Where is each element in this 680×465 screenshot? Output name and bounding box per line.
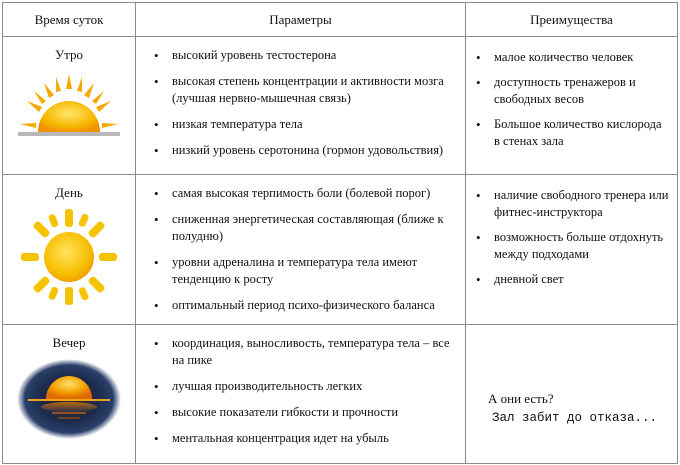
header-time: Время суток (3, 3, 136, 37)
advantages-cell-day (466, 175, 678, 325)
list-item: • самая высокая терпимость боли (болевой порог) (158, 185, 457, 202)
list-item: • малое количество человек (480, 49, 669, 66)
header-advantages: Преимущества (466, 3, 678, 37)
list-item: • дневной свет (480, 271, 669, 288)
evening-answer: Зал забит до отказа... (492, 411, 658, 425)
time-cell-evening (3, 325, 136, 464)
list-item: • доступность тренажеров и свободных весов (480, 74, 669, 108)
list-item: • низкий уровень серотонина (гормон удовольствия) (158, 142, 457, 159)
sun-icon (19, 207, 119, 307)
list-item: • высокий уровень тестостерона (158, 47, 457, 64)
time-label-morning: Утро (54, 47, 84, 62)
list-item: • высокая степень концентрации и активности мозга (лучшая нервно-мышечная связь) (158, 73, 457, 107)
params-cell-day (136, 175, 466, 325)
params-list-evening (136, 325, 465, 447)
list-item: • низкая температура тела (158, 116, 457, 133)
sunset-icon (14, 357, 124, 441)
list-item: • наличие свободного тренера или фитнес-инструктора (480, 187, 669, 221)
list-item: • Большое количество кислорода в стенах зала (480, 116, 669, 150)
comparison-table (2, 2, 678, 464)
advantages-list-day (466, 175, 677, 288)
table-row-evening (3, 325, 678, 464)
sunrise-icon (14, 69, 124, 144)
time-label-day: День (55, 185, 83, 200)
header-params: Параметры (136, 3, 466, 37)
params-cell-evening (136, 325, 466, 464)
header-row (3, 3, 678, 37)
time-cell-morning (3, 37, 136, 175)
time-label-evening: Вечер (52, 335, 86, 350)
table-row-day (3, 175, 678, 325)
evening-question: А они есть? (488, 391, 554, 406)
params-list-day (136, 175, 465, 314)
table-row-morning (3, 37, 678, 175)
advantages-cell-evening (466, 325, 678, 464)
params-cell-morning (136, 37, 466, 175)
list-item: • сниженная энергетическая составляющая (ближе к полудню) (158, 211, 457, 245)
list-item: • возможность больше отдохнуть между подходами (480, 229, 669, 263)
advantages-cell-morning (466, 37, 678, 175)
params-list-morning (136, 37, 465, 159)
time-cell-day (3, 175, 136, 325)
list-item: • координация, выносливость, температура тела – все на пике (158, 335, 457, 369)
list-item: • ментальная концентрация идет на убыль (158, 430, 457, 447)
list-item: • высокие показатели гибкости и прочности (158, 404, 457, 421)
list-item: • лучшая производительность легких (158, 378, 457, 395)
advantages-list-morning (466, 37, 677, 150)
list-item: • уровни адреналина и температура тела имеют тенденцию к росту (158, 254, 457, 288)
list-item: • оптимальный период психо-физического баланса (158, 297, 457, 314)
